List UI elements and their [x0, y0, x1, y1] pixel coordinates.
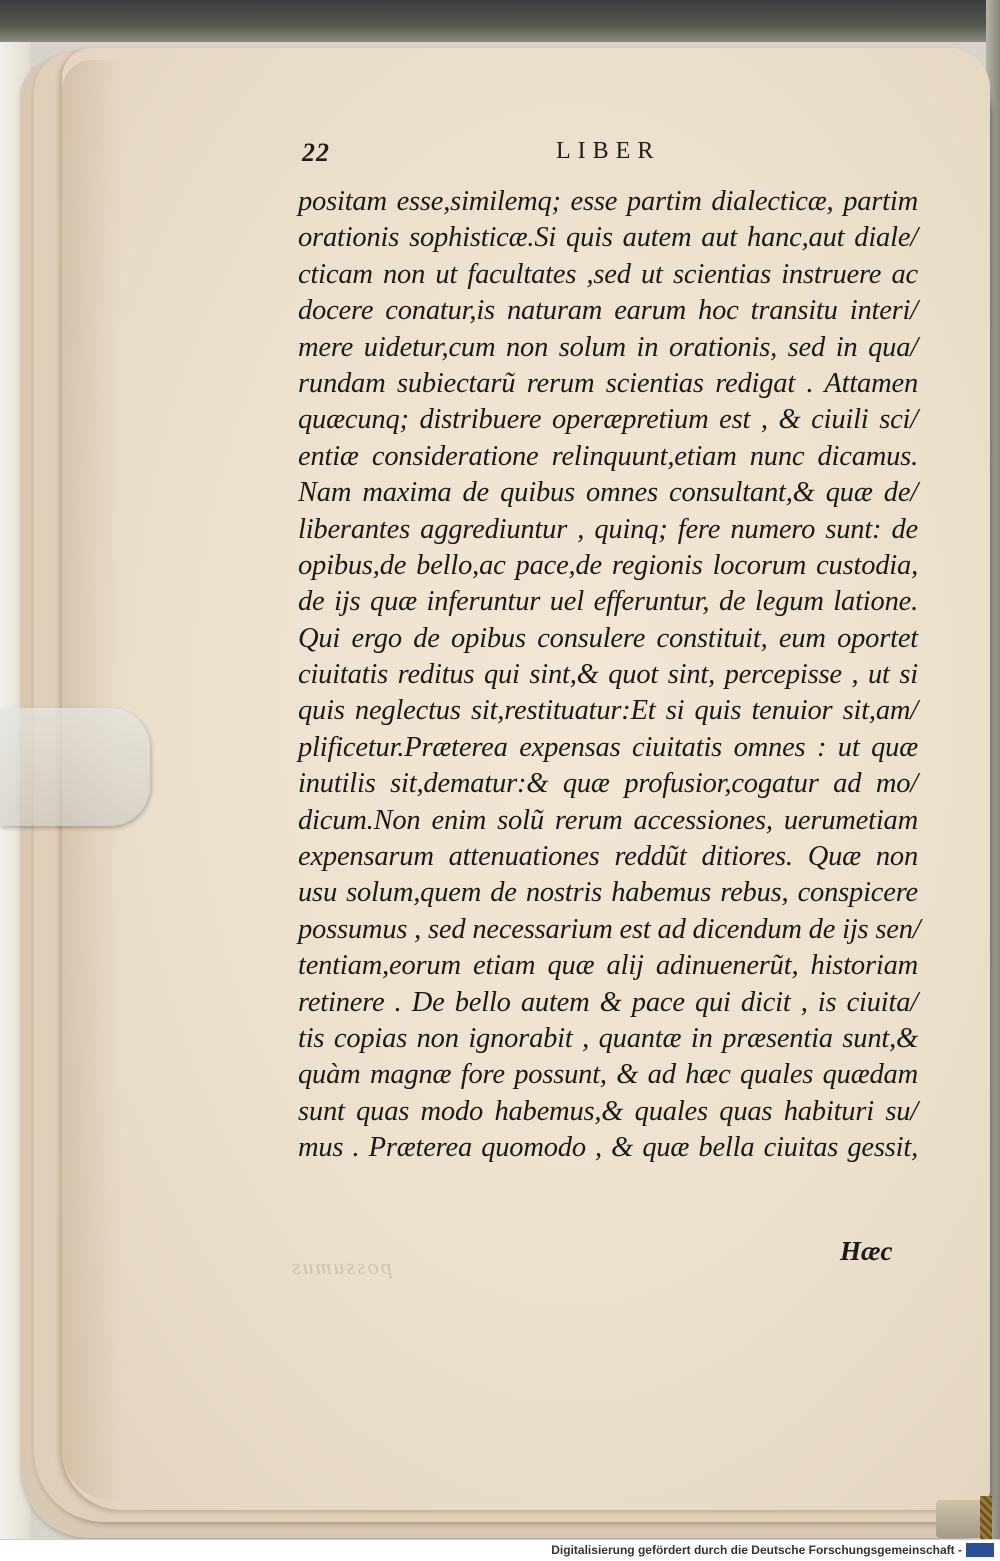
- text-line: retinere . De bello autem & pace qui dicit , is ciuita/: [298, 986, 918, 1018]
- text-line: inutilis sit,dematur:& quæ profusior,cogatur ad mo/: [298, 768, 918, 800]
- text-line: cticam non ut facultates ,sed ut scientias instruere ac: [298, 258, 918, 290]
- text-line: de ijs quæ inferuntur uel efferuntur, de legum latione.: [298, 586, 918, 618]
- running-title: LIBER: [556, 138, 661, 164]
- text-line: entiæ consideratione relinquunt,etiam nunc dicamus.: [298, 440, 918, 472]
- text-line: tentiam,eorum etiam quæ alij adinuenerũt, historiam: [298, 950, 918, 982]
- reverse-page-showthrough: possumus: [290, 1254, 392, 1279]
- text-line: Nam maxima de quibus omnes consultant,& quæ de/: [298, 477, 918, 509]
- text-line: orationis sophisticæ.Si quis autem aut hanc,aut diale/: [298, 222, 918, 254]
- text-line: opibus,de bello,ac pace,de regionis locorum custodia,: [298, 549, 918, 581]
- text-line: liberantes aggrediuntur , quinq; fere numero sunt: de: [298, 513, 918, 545]
- text-line: possumus , sed necessarium est ad dicendum de ijs sen/: [298, 913, 921, 945]
- text-line: mere uidetur,cum non solum in orationis, sed in qua/: [298, 331, 918, 363]
- text-line: sunt quas modo habemus,& quales quas habituri su/: [298, 1095, 918, 1127]
- page-number: 22: [302, 138, 330, 167]
- text-line: expensarum attenuationes reddũt ditiores. Quæ non: [298, 841, 918, 873]
- catchword: Hæc: [840, 1236, 893, 1266]
- bookmark-tab: [936, 1500, 986, 1538]
- scanner-background-top: [0, 0, 1000, 42]
- text-line: plificetur.Præterea expensas ciuitatis omnes : ut quæ: [298, 731, 918, 763]
- text-line: positam esse,similemq; esse partim dialecticæ, partim: [298, 186, 918, 217]
- text-line: quis neglectus sit,restituatur:Et si quis tenuior sit,am/: [298, 695, 918, 727]
- text-line: rundam subiectarũ rerum scientias redigat . Attamen: [298, 367, 918, 399]
- text-line: ciuitatis reditus qui sint,& quot sint, percepisse , ut si: [298, 659, 918, 691]
- text-line: Qui ergo de opibus consulere constituit, eum oportet: [298, 622, 918, 654]
- footer-bar: [0, 1539, 1000, 1561]
- funding-notice: Digitalisierung gefördert durch die Deutsche Forschungsgemeinschaft -: [551, 1543, 962, 1557]
- text-line: dicum.Non enim solũ rerum accessiones, uerumetiam: [298, 804, 918, 836]
- text-line: tis copias non ignorabit , quantæ in præsentia sunt,&: [298, 1022, 918, 1054]
- text-line: usu solum,quem de nostris habemus rebus, conspicere: [298, 877, 918, 909]
- dfg-logo: [966, 1543, 994, 1557]
- text-line: quæcunq; distribuere operæpretium est , & ciuili sci/: [298, 404, 918, 436]
- text-line: mus . Præterea quomodo , & quæ bella ciuitas gessit,: [298, 1132, 918, 1164]
- text-line: quàm magnæ fore possunt, & ad hæc quales quædam: [298, 1059, 918, 1091]
- bookmark-cord: [980, 1496, 992, 1542]
- page-clip: [0, 708, 150, 826]
- text-line: docere conatur,is naturam earum hoc transitu interi/: [298, 295, 918, 327]
- body-text: [298, 184, 921, 1167]
